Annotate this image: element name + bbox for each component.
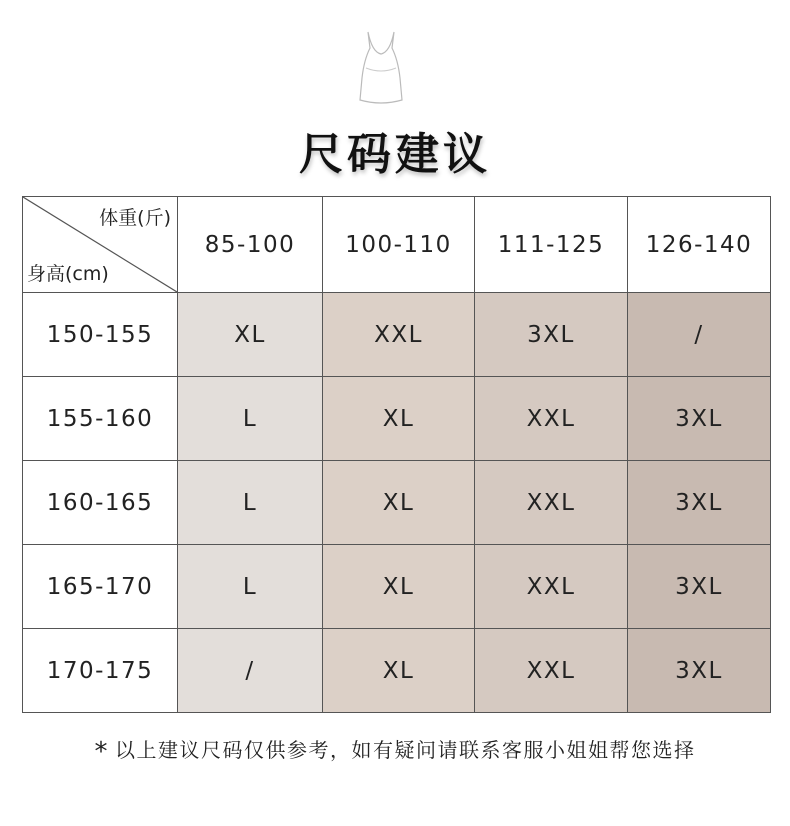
height-range-cell: 170-175	[23, 629, 178, 713]
table-row	[23, 377, 771, 461]
height-axis-label: 身高(cm)	[27, 263, 109, 285]
size-cell: XXL	[475, 629, 628, 713]
size-cell: L	[178, 545, 323, 629]
size-cell: 3XL	[628, 629, 771, 713]
size-cell: /	[178, 629, 323, 713]
size-cell: 3XL	[628, 377, 771, 461]
page-title: 尺码建议	[299, 129, 491, 180]
table-row	[23, 629, 771, 713]
header-row	[23, 197, 771, 293]
size-cell: XXL	[323, 293, 475, 377]
height-range-cell: 160-165	[23, 461, 178, 545]
weight-header: 100-110	[323, 197, 475, 293]
weight-axis-label: 体重(斤)	[99, 207, 171, 229]
corner-cell	[23, 197, 178, 293]
size-cell: XXL	[475, 545, 628, 629]
size-cell: XL	[323, 545, 475, 629]
table-row	[23, 293, 771, 377]
height-range-cell: 150-155	[23, 293, 178, 377]
asterisk-icon: *	[94, 737, 109, 767]
table-row	[23, 461, 771, 545]
size-chart-table	[22, 196, 771, 713]
height-range-cell: 165-170	[23, 545, 178, 629]
size-cell: XL	[323, 377, 475, 461]
size-cell: XL	[323, 629, 475, 713]
table-row	[23, 545, 771, 629]
weight-header: 111-125	[475, 197, 628, 293]
size-cell: XL	[178, 293, 323, 377]
size-cell: L	[178, 377, 323, 461]
size-cell: L	[178, 461, 323, 545]
size-cell: 3XL	[628, 545, 771, 629]
size-cell: 3XL	[475, 293, 628, 377]
size-cell: /	[628, 293, 771, 377]
height-range-cell: 155-160	[23, 377, 178, 461]
size-cell: XXL	[475, 461, 628, 545]
size-advice-note	[0, 734, 790, 767]
weight-header: 85-100	[178, 197, 323, 293]
size-cell: XL	[323, 461, 475, 545]
size-cell: XXL	[475, 377, 628, 461]
tank-top-garment-icon	[358, 30, 404, 106]
size-cell: 3XL	[628, 461, 771, 545]
note-text: 以上建议尺码仅供参考，如有疑问请联系客服小姐姐帮您选择	[115, 738, 696, 762]
weight-header: 126-140	[628, 197, 771, 293]
